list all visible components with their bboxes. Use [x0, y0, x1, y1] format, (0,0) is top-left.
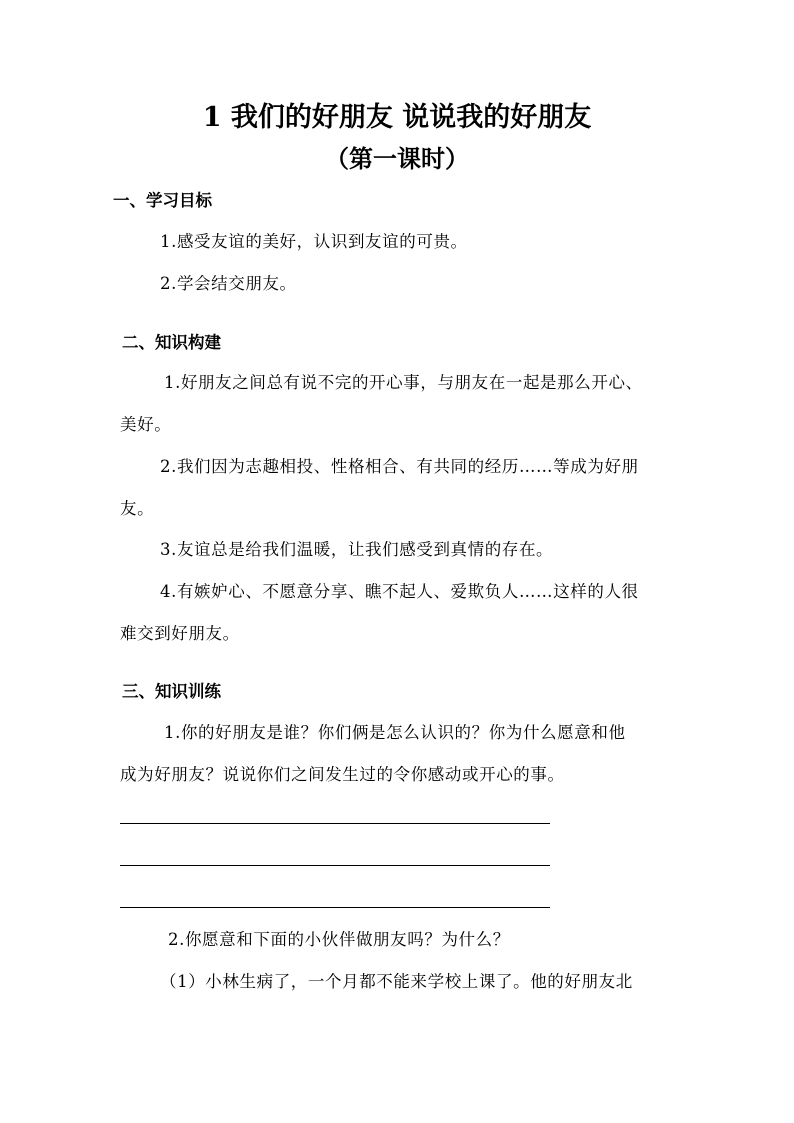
knowledge-item-4-line-1: 4.有嫉妒心、不愿意分享、瞧不起人、爱欺负人……这样的人很	[160, 582, 639, 601]
goal-item-2: 2.学会结交朋友。	[160, 274, 297, 293]
goal-item-1: 1.感受友谊的美好，认识到友谊的可贵。	[160, 232, 468, 251]
knowledge-item-4-line-2: 难交到好朋友。	[120, 624, 240, 643]
answer-line-2[interactable]	[120, 865, 550, 866]
lesson-subtitle: （第一课时）	[325, 144, 469, 173]
knowledge-item-2-line-2: 友。	[120, 499, 155, 518]
answer-line-1[interactable]	[120, 823, 550, 824]
knowledge-item-2-line-1: 2.我们因为志趣相投、性格相合、有共同的经历……等成为好朋	[160, 457, 639, 476]
answer-line-3[interactable]	[120, 907, 550, 908]
section-heading-training: 三、知识训练	[122, 682, 221, 701]
training-question-2-case-1: （1）小林生病了，一个月都不能来学校上课了。他的好朋友北	[160, 972, 633, 991]
knowledge-item-3: 3.友谊总是给我们温暖，让我们感受到真情的存在。	[160, 540, 554, 559]
training-question-1-line-1: 1.你的好朋友是谁？你们俩是怎么认识的？你为什么愿意和他	[164, 723, 626, 742]
training-question-2: 2.你愿意和下面的小伙伴做朋友吗？为什么？	[168, 930, 510, 949]
lesson-title: 1 我们的好朋友 说说我的好朋友	[202, 102, 592, 133]
section-heading-goals: 一、学习目标	[113, 191, 212, 210]
knowledge-item-1-line-2: 美好。	[120, 415, 172, 434]
knowledge-item-1-line-1: 1.好朋友之间总有说不完的开心事，与朋友在一起是那么开心、	[164, 373, 643, 392]
section-heading-knowledge: 二、知识构建	[122, 333, 221, 352]
training-question-1-line-2: 成为好朋友？说说你们之间发生过的令你感动或开心的事。	[120, 765, 565, 784]
